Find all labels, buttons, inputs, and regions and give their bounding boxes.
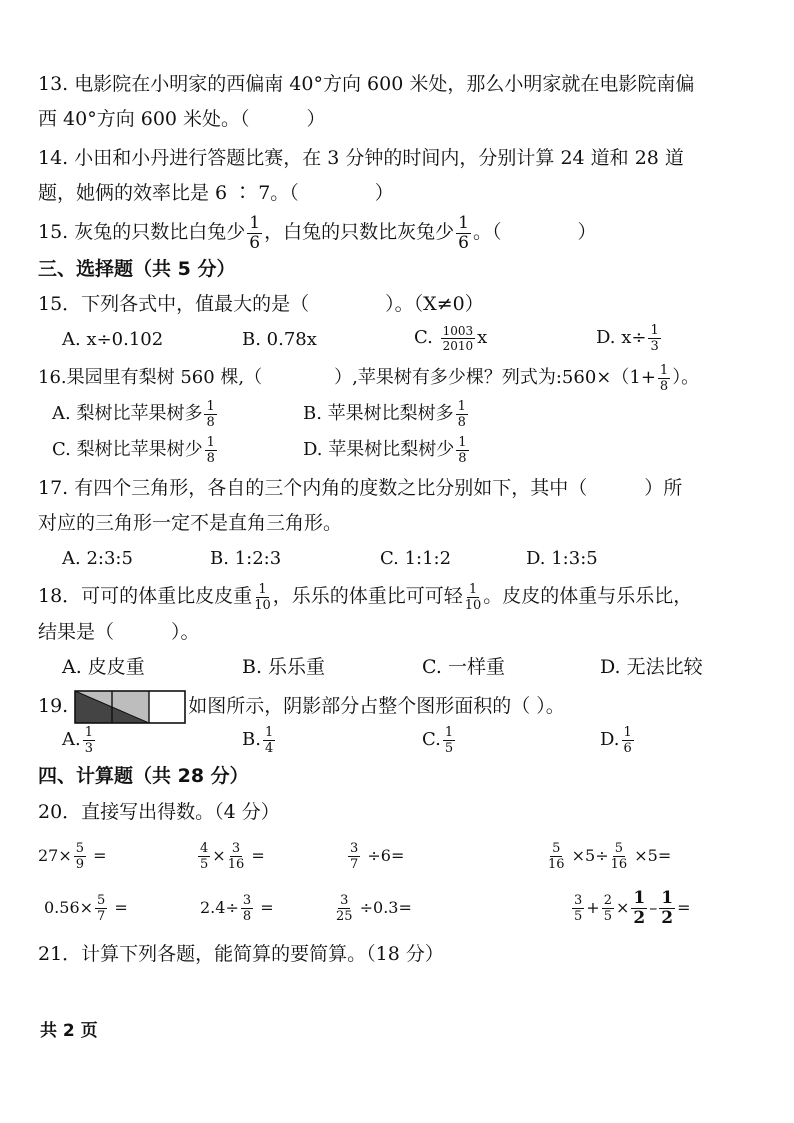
- fraction: $\frac{1}{8}$: [458, 434, 467, 466]
- q16-option-c[interactable]: C. 梨树比苹果树少 $\frac{1}{8}$: [52, 434, 215, 466]
- q18-option-c[interactable]: C. 一样重: [422, 656, 505, 678]
- fraction: $\frac{1003}{2010}$: [442, 323, 474, 353]
- fraction: $\frac{1}{8}$: [206, 434, 215, 466]
- section-heading-calculation: 四、计算题（共 28 分）: [38, 765, 249, 787]
- q17-option-c[interactable]: C. 1:1:2: [380, 548, 452, 569]
- q15-option-a[interactable]: A. x÷0.102: [62, 329, 164, 350]
- fraction: $\frac{5}{16}$: [610, 841, 628, 872]
- q16-option-b[interactable]: B. 苹果树比梨树多 $\frac{1}{8}$: [303, 398, 466, 430]
- q15-choice-stem: 15．下列各式中，值最大的是（ ）。（X≠0）: [38, 293, 484, 315]
- shaded-rectangle-figure: [74, 690, 186, 724]
- q19-stem: 19. 如图所示，阴影部分占整个图形面积的（ ）。: [38, 688, 565, 724]
- fraction: $\frac{3}{5}$: [574, 893, 583, 924]
- q18-option-a[interactable]: A. 皮皮重: [62, 656, 145, 678]
- q16-stem: 16.果园里有梨树 560 棵,（ ）,苹果树有多少棵？列式为:560×（1+ $\frac{1}{8}$ ）。: [38, 362, 700, 394]
- fraction: $\frac{5}{16}$: [548, 841, 565, 872]
- fraction: $\frac{1}{3}$: [650, 322, 659, 354]
- q20-expr-1: 27× $\frac{5}{9}$ =: [38, 841, 107, 872]
- q19-option-a[interactable]: A. $\frac{1}{3}$: [62, 724, 94, 756]
- fraction: $\frac{1}{8}$: [659, 362, 669, 394]
- fraction: $\frac{1}{2}$: [633, 888, 646, 928]
- q16-option-a[interactable]: A. 梨树比苹果树多 $\frac{1}{8}$: [52, 398, 215, 430]
- q19-option-d[interactable]: D. $\frac{1}{6}$: [600, 724, 632, 756]
- q21-stem: 21．计算下列各题，能简算的要简算。（18 分）: [38, 943, 444, 965]
- fraction: $\frac{1}{6}$: [249, 212, 261, 253]
- q17-option-b[interactable]: B. 1:2:3: [210, 548, 282, 569]
- fraction: $\frac{1}{8}$: [457, 398, 466, 430]
- q19-option-b[interactable]: B. $\frac{1}{4}$: [242, 724, 274, 756]
- q18-option-d[interactable]: D. 无法比较: [600, 656, 703, 678]
- q17-line2: 对应的三角形一定不是直角三角形。: [38, 512, 343, 534]
- fraction: $\frac{1}{10}$: [464, 581, 482, 613]
- q14-line1: 14. 小田和小丹进行答题比赛，在 3 分钟的时间内，分别计算 24 道和 28 道: [38, 147, 684, 169]
- fraction: $\frac{5}{9}$: [75, 841, 85, 872]
- q20-expr-5: 0.56× $\frac{5}{7}$ =: [44, 893, 128, 924]
- q20-expr-7: $\frac{3}{25}$ ÷0.3=: [336, 893, 412, 924]
- fraction: $\frac{5}{7}$: [97, 893, 106, 924]
- fraction: $\frac{1}{2}$: [661, 888, 674, 928]
- fraction: $\frac{3}{25}$: [336, 893, 353, 924]
- q18-line2: 结果是（ ）。: [38, 621, 200, 643]
- fraction: $\frac{3}{8}$: [242, 893, 252, 924]
- fraction: $\frac{1}{6}$: [623, 724, 632, 756]
- q17-option-a[interactable]: A. 2:3:5: [62, 548, 133, 569]
- q18-line1: 18．可可的体重比皮皮重 $\frac{1}{10}$ ，乐乐的体重比可可轻 $\frac{1}{10}$ 。皮皮的体重与乐乐比，: [38, 581, 693, 613]
- fraction: $\frac{1}{4}$: [264, 724, 274, 756]
- q15-option-b[interactable]: B. 0.78x: [242, 329, 317, 350]
- fraction: $\frac{1}{8}$: [206, 398, 215, 430]
- q16-option-d[interactable]: D. 苹果树比梨树少 $\frac{1}{8}$: [303, 434, 467, 466]
- section-heading-choice: 三、选择题（共 5 分）: [38, 258, 236, 280]
- fraction: $\frac{3}{7}$: [350, 841, 359, 872]
- fraction: $\frac{1}{3}$: [84, 724, 94, 756]
- q20-expr-2: $\frac{4}{5}$ × $\frac{3}{16}$ =: [200, 841, 265, 872]
- q13-line1: 13. 电影院在小明家的西偏南 40°方向 600 米处，那么小明家就在电影院南偏: [38, 73, 695, 95]
- q20-expr-8: $\frac{3}{5}$ + $\frac{2}{5}$ × $\frac{1}{2}$ – $\frac{1}{2}$ =: [574, 888, 691, 928]
- q20-stem: 20．直接写出得数。（4 分）: [38, 801, 280, 823]
- q17-line1: 17. 有四个三角形，各自的三个内角的度数之比分别如下，其中（ ）所: [38, 477, 683, 499]
- q18-option-b[interactable]: B. 乐乐重: [242, 656, 326, 678]
- q20-expr-3: $\frac{3}{7}$ ÷6=: [350, 841, 405, 872]
- q20-expr-6: 2.4÷ $\frac{3}{8}$ =: [200, 893, 274, 924]
- q20-expr-4: $\frac{5}{16}$ ×5÷ $\frac{5}{16}$ ×5=: [548, 841, 672, 872]
- fraction: $\frac{3}{16}$: [227, 841, 245, 872]
- q15-truefalse: 15. 灰兔的只数比白兔少 $\frac{1}{6}$ ，白兔的只数比灰兔少 $\frac{1}{6}$ 。（ ）: [38, 212, 597, 253]
- q19-option-c[interactable]: C. $\frac{1}{5}$: [422, 724, 454, 756]
- q15-option-c[interactable]: C. $\frac{1003}{2010}$ x: [414, 323, 488, 353]
- fraction: $\frac{1}{5}$: [444, 724, 454, 756]
- fraction: $\frac{2}{5}$: [603, 893, 612, 924]
- q13-line2: 西 40°方向 600 米处。（ ）: [38, 108, 326, 130]
- q17-option-d[interactable]: D. 1:3:5: [526, 548, 598, 569]
- fraction: $\frac{1}{6}$: [458, 212, 469, 253]
- fraction: $\frac{4}{5}$: [200, 841, 209, 872]
- q15-option-d[interactable]: D. x÷ $\frac{1}{3}$: [596, 322, 659, 354]
- fraction: $\frac{1}{10}$: [254, 581, 271, 613]
- page-count-footer: 共 2 页: [40, 1021, 98, 1041]
- q14-line2: 题，她俩的效率比是 6 ∶ 7。（ ）: [38, 182, 394, 204]
